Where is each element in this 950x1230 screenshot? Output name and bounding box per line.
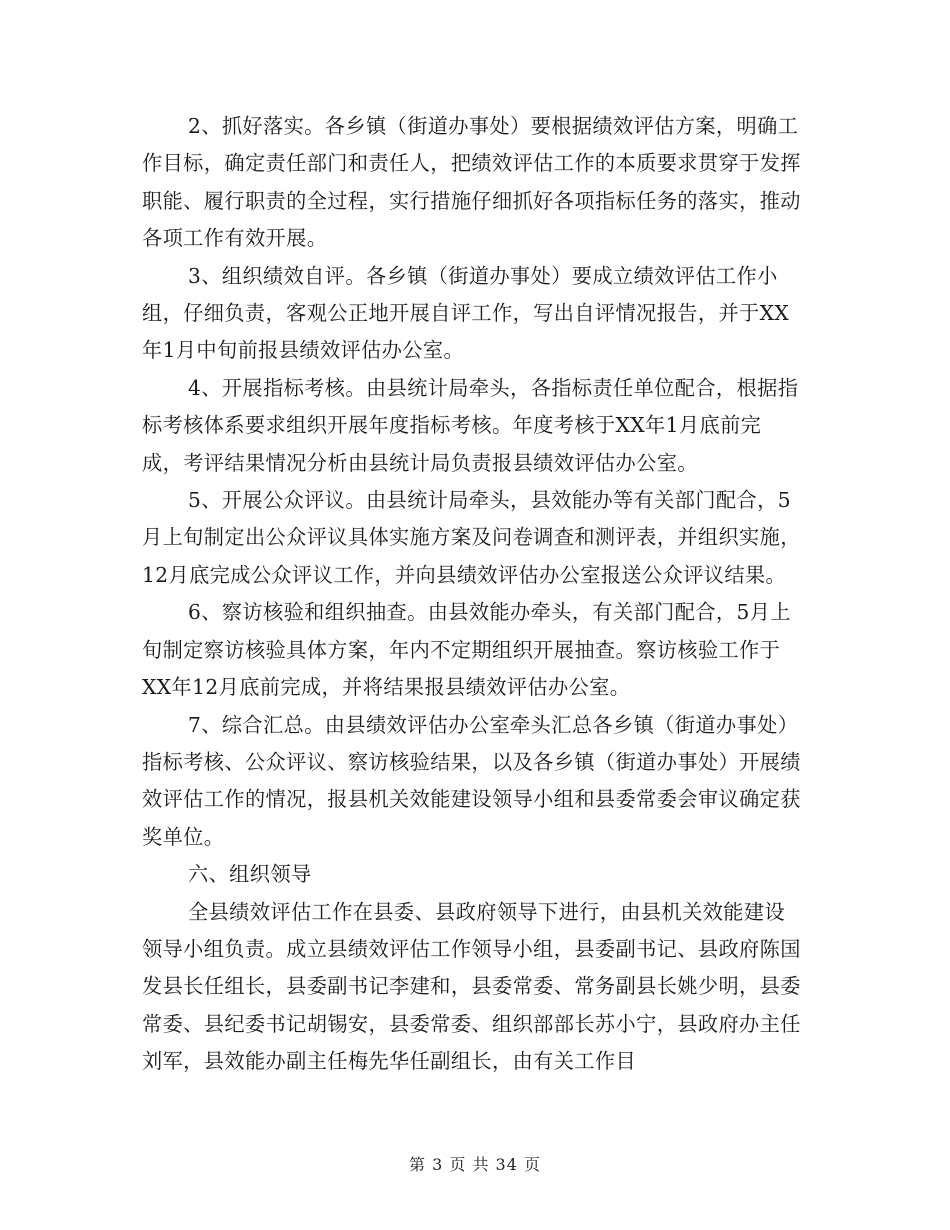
paragraph-public-review: 5、开展公众评议。由县统计局牵头，县效能办等有关部门配合，5月上旬制定出公众评议具体实施方案及问卷调查和测评表，并组织实施，12月底完成公众评议工作，并向县绩效评估办公室报送公众评议结果。 [142,488,801,587]
paragraph-self-evaluation: 3、组织绩效自评。各乡镇（街道办事处）要成立绩效评估工作小组，仔细负责，客观公正地开展自评工作，写出自评情况报告，并于XX年1月中旬前报县绩效评估办公室。 [142,263,790,363]
section-heading-organization: 六、组织领导 [188,862,312,887]
paragraph-inspection: 6、察访核验和组织抽查。由县效能办牵头，有关部门配合，5月上旬制定察访核验具体方案，年内不定期组织开展抽查。察访核验工作于XX年12月底前完成，并将结果报县绩效评估办公室。 [142,600,791,700]
document-body [142,108,802,1081]
paragraph-summary: 7、综合汇总。由县绩效评估办公室牵头汇总各乡镇（街道办事处）指标考核、公众评议、察访核验结果，以及各乡镇（街道办事处）开展绩效评估工作的情况，报县机关效能建设领导小组和县委常委会审议确定获奖单位。 [142,712,801,849]
paragraph-implementation: 2、抓好落实。各乡镇（街道办事处）要根据绩效评估方案，明确工作目标，确定责任部门和责任人，把绩效评估工作的本质要求贯穿于发挥职能、履行职责的全过程，实行措施仔细抓好各项指标任务的落实，推动各项工作有效开展。 [142,114,801,251]
paragraph-organization: 全县绩效评估工作在县委、县政府领导下进行，由县机关效能建设领导小组负责。成立县绩效评估工作领导小组，县委副书记、县政府陈国发县长任组长，县委副书记李建和，县委常委、常务副县长姚少明，县委常委、县纪委书记胡锡安，县委常委、组织部部长苏小宁，县政府办主任刘军，县效能办副主任梅先华任副组长，由有关工作目 [142,899,801,1074]
page-number-footer: 第 3 页 共 34 页 [409,1155,541,1174]
paragraph-indicator-assessment: 4、开展指标考核。由县统计局牵头，各指标责任单位配合，根据指标考核体系要求组织开展年度指标考核。年度考核于XX年1月底前完成，考评结果情况分析由县统计局负责报县绩效评估办公室。 [142,375,799,475]
